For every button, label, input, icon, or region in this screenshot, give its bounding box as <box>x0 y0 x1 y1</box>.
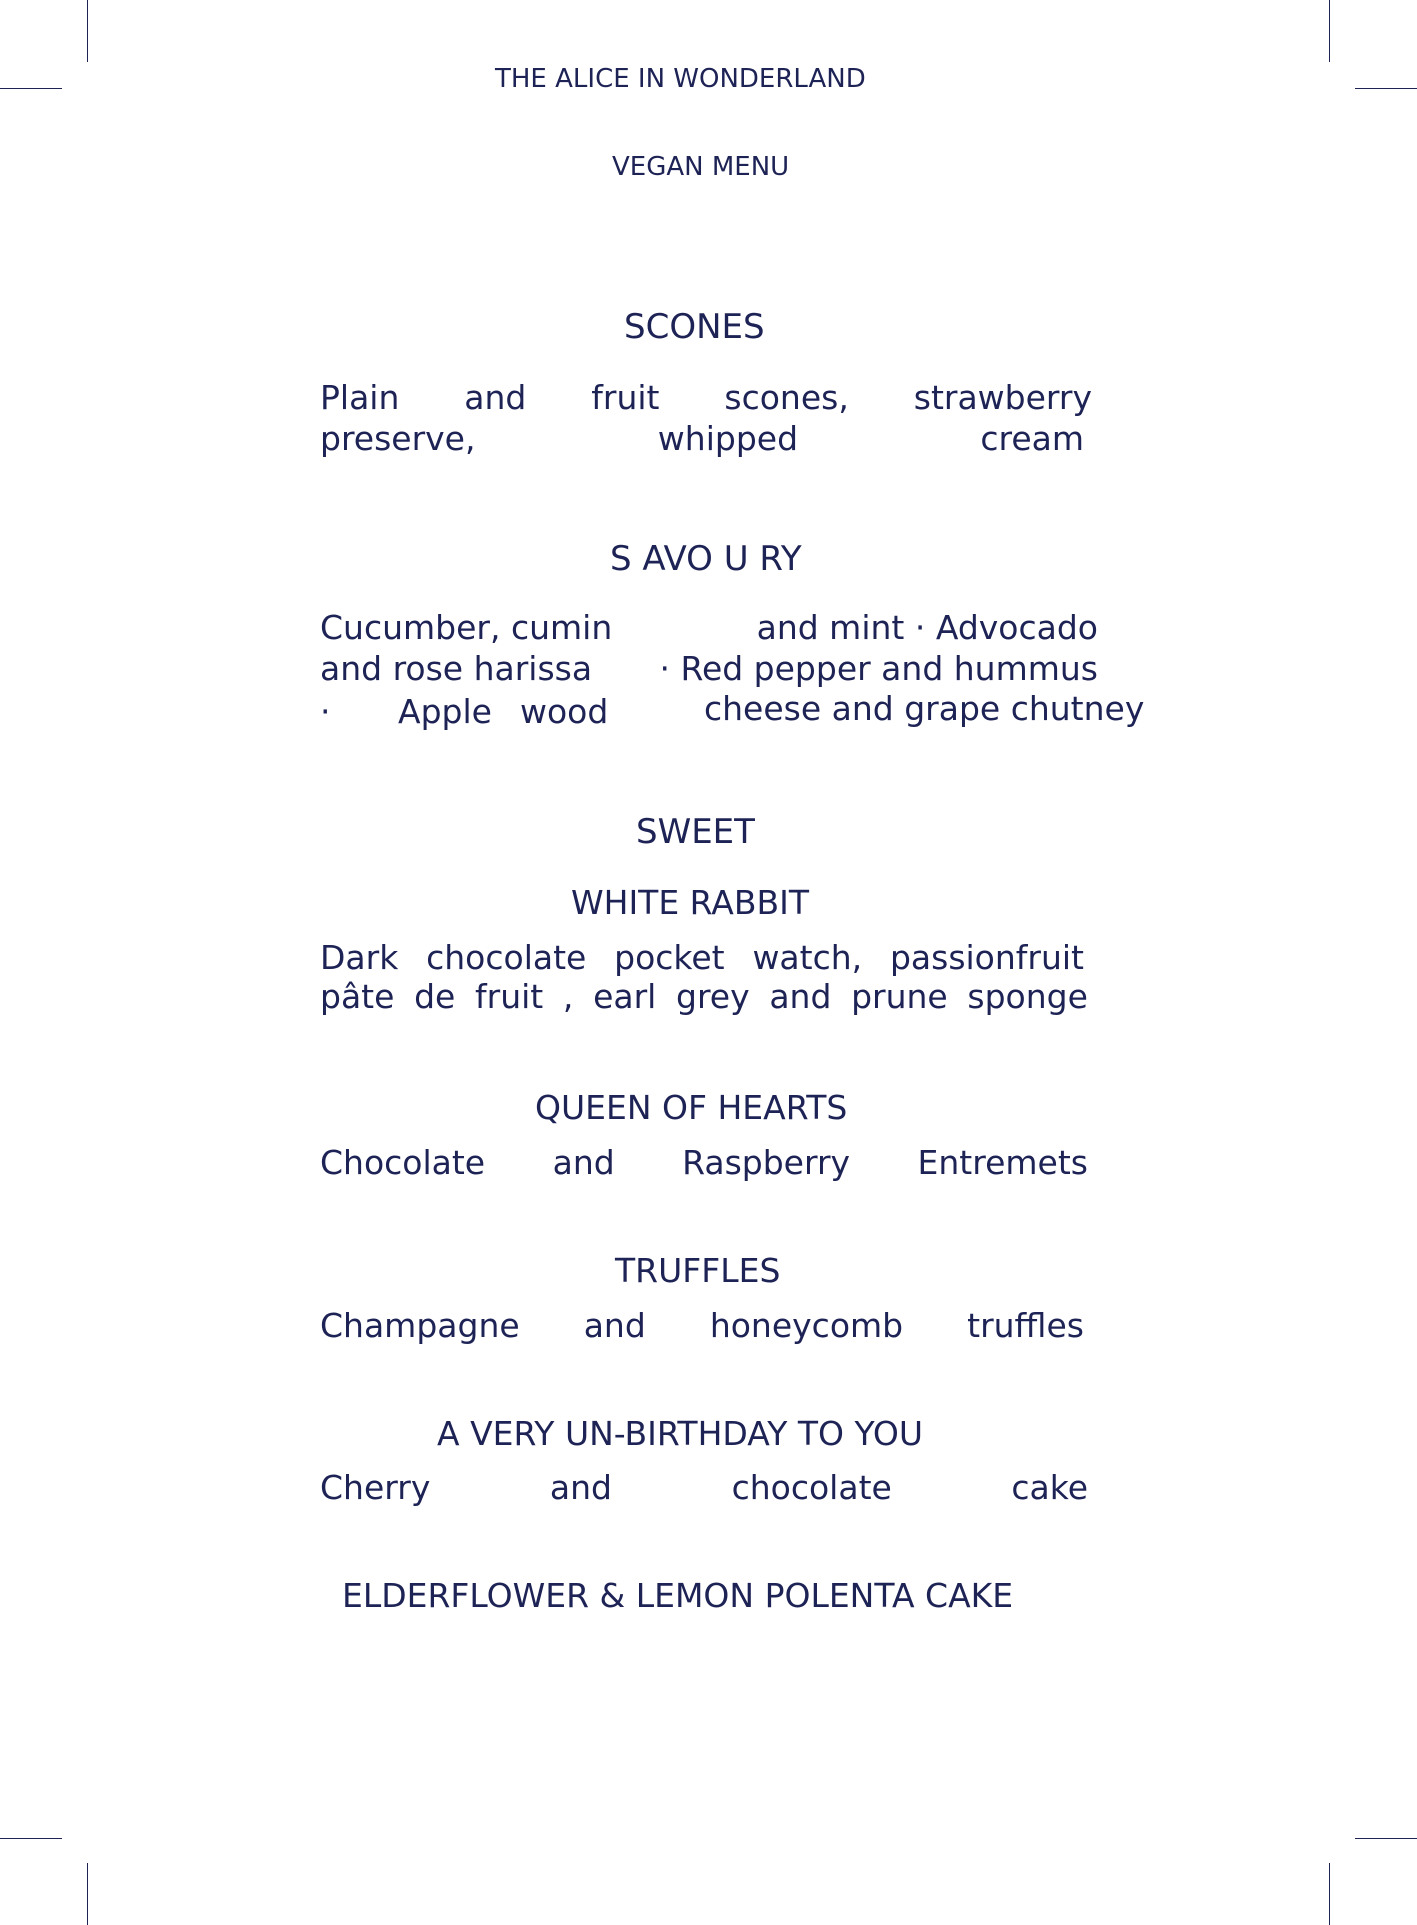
queen-of-hearts-line-1 <box>320 1143 1088 1182</box>
scones-description-line-2 <box>320 419 1084 458</box>
word: truffles <box>967 1306 1084 1345</box>
section-title-sweet: SWEET <box>636 812 755 852</box>
word: earl <box>593 977 657 1016</box>
word: preserve, <box>320 419 476 458</box>
word: strawberry <box>913 378 1092 417</box>
word: whipped <box>657 419 799 458</box>
crop-mark <box>0 88 62 89</box>
word: passionfruit <box>889 938 1084 977</box>
item-title-queen-of-hearts: QUEEN OF HEARTS <box>535 1088 848 1127</box>
word: cream <box>980 419 1084 458</box>
word: chocolate <box>426 938 587 977</box>
savoury-line-2 <box>320 649 1098 688</box>
word: fruit <box>475 977 544 1016</box>
word: and <box>769 977 832 1016</box>
crop-mark <box>1355 1838 1417 1839</box>
word: scones, <box>724 378 849 417</box>
word: Cherry <box>320 1468 431 1507</box>
white-rabbit-line-2 <box>320 977 1088 1016</box>
crop-mark <box>87 0 88 62</box>
menu-title: VEGAN MENU <box>612 152 790 182</box>
word: pocket <box>614 938 725 977</box>
word: watch, <box>752 938 863 977</box>
savoury-word: Apple <box>398 692 492 731</box>
word: prune <box>851 977 948 1016</box>
word: pâte <box>320 977 395 1016</box>
word: de <box>414 977 456 1016</box>
word: chocolate <box>731 1468 892 1507</box>
scones-description-line-1 <box>320 378 1092 417</box>
savoury-right: cheese and grape chutney <box>704 689 1145 728</box>
word: grey <box>676 977 750 1016</box>
word: , <box>562 977 574 1016</box>
item-title-truffles: TRUFFLES <box>615 1251 781 1290</box>
savoury-word: wood <box>520 692 609 731</box>
crop-mark <box>1329 1863 1330 1925</box>
word: and <box>552 1143 615 1182</box>
savoury-right: · Red pepper and hummus <box>659 649 1098 688</box>
word: Dark <box>320 938 399 977</box>
word: Raspberry <box>682 1143 851 1182</box>
word: cake <box>1011 1468 1088 1507</box>
crop-mark <box>0 1838 62 1839</box>
word: and <box>464 378 527 417</box>
savoury-line-1 <box>320 608 1098 647</box>
savoury-left: and rose harissa <box>320 649 593 688</box>
item-title-white-rabbit: WHITE RABBIT <box>571 883 810 922</box>
savoury-left: Cucumber, cumin <box>320 608 613 647</box>
item-title-elderflower: ELDERFLOWER & LEMON POLENTA CAKE <box>342 1576 1014 1615</box>
word: fruit <box>591 378 660 417</box>
section-title-savoury: S AVO U RY <box>610 539 802 579</box>
word: Plain <box>320 378 400 417</box>
word: Entremets <box>917 1143 1088 1182</box>
word: sponge <box>967 977 1088 1016</box>
savoury-bullet: · <box>320 692 331 731</box>
item-title-unbirthday: A VERY UN-BIRTHDAY TO YOU <box>437 1414 923 1453</box>
section-title-scones: SCONES <box>624 307 765 347</box>
restaurant-name: THE ALICE IN WONDERLAND <box>495 64 866 94</box>
word: Champagne <box>320 1306 520 1345</box>
word: and <box>583 1306 646 1345</box>
unbirthday-line-1 <box>320 1468 1088 1507</box>
word: honeycomb <box>709 1306 904 1345</box>
word: Chocolate <box>320 1143 486 1182</box>
truffles-line-1 <box>320 1306 1084 1345</box>
crop-mark <box>1355 88 1417 89</box>
white-rabbit-line-1 <box>320 938 1084 977</box>
word: and <box>549 1468 613 1507</box>
crop-mark <box>87 1863 88 1925</box>
crop-mark <box>1329 0 1330 62</box>
savoury-right: and mint · Advocado <box>756 608 1098 647</box>
